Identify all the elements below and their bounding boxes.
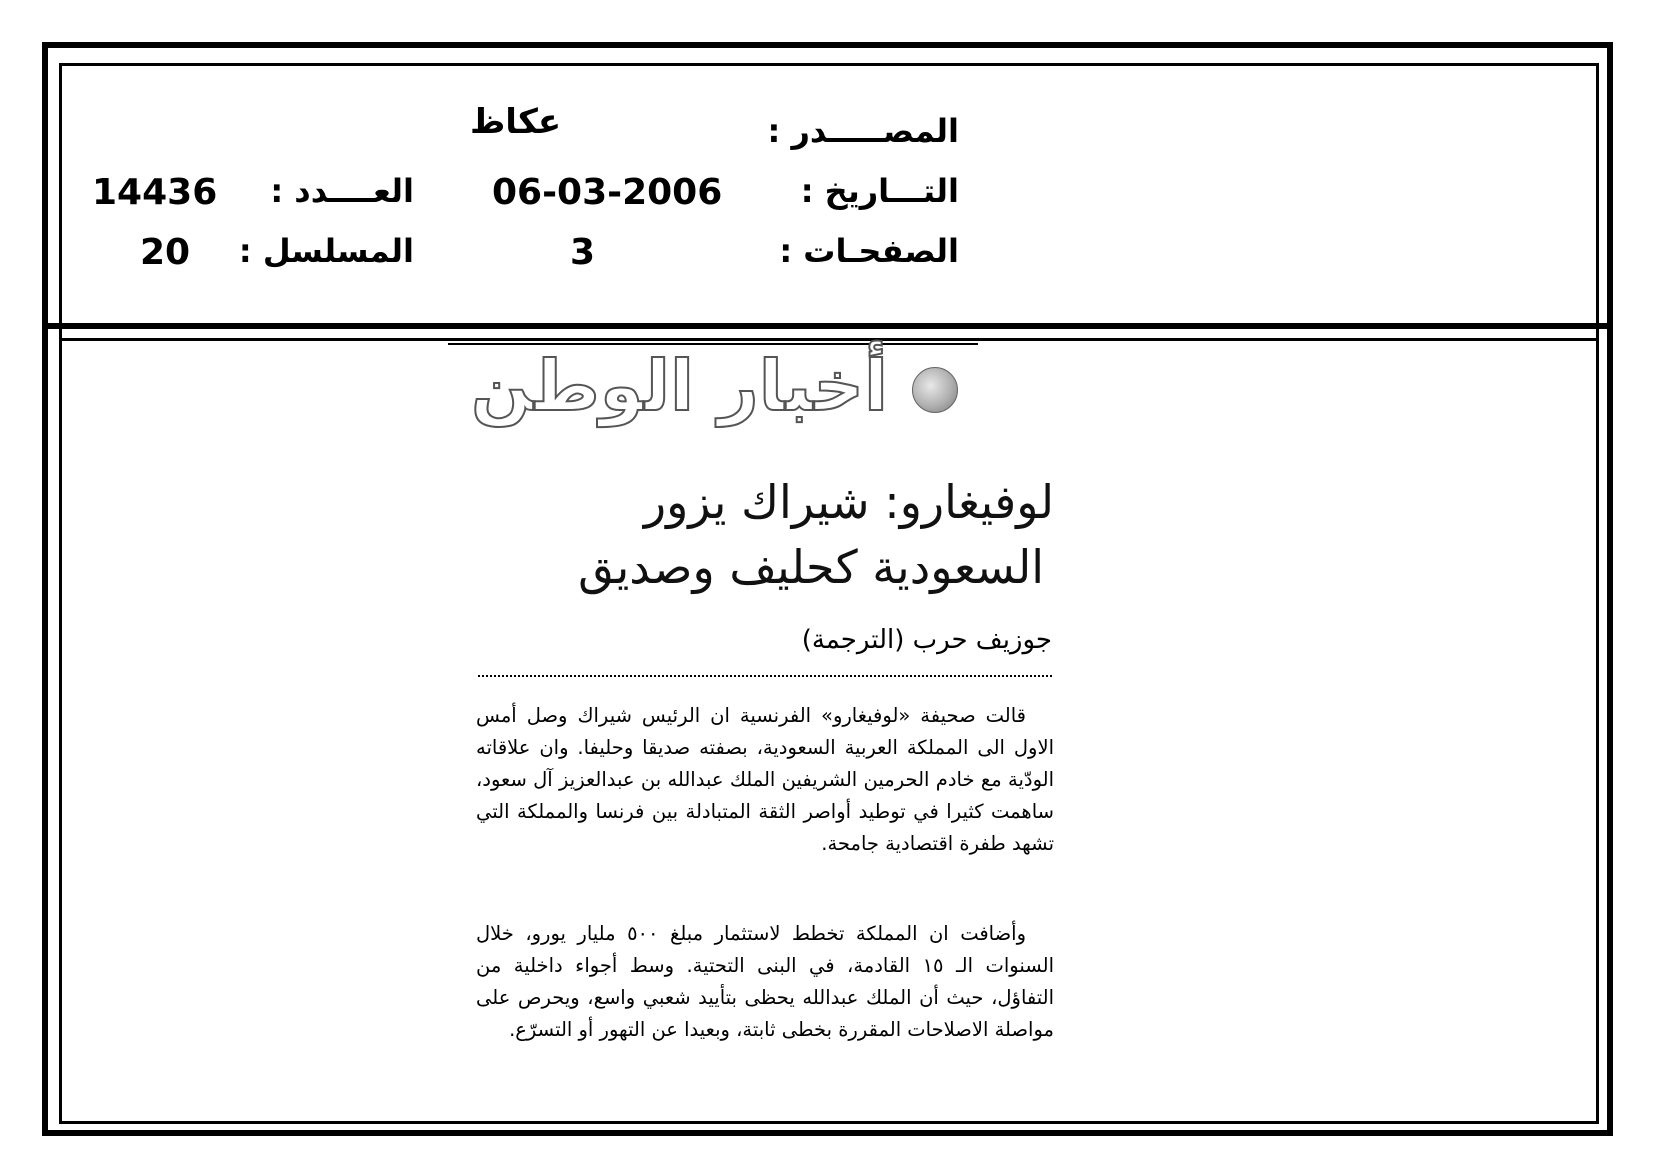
issue-label: العــــدد : xyxy=(270,172,414,210)
date-label: التـــاريخ : xyxy=(800,172,959,210)
headline-line-2: السعودية كحليف وصديق xyxy=(578,540,1044,594)
byline-divider xyxy=(478,675,1052,677)
serial-label: المسلسل : xyxy=(238,232,414,270)
source-value: عكاظ xyxy=(470,102,562,142)
header-divider xyxy=(42,323,1613,329)
date-value: 06-03-2006 xyxy=(492,172,723,213)
section-logo-text: أخبار الوطن xyxy=(470,345,888,427)
byline: جوزيف حرب (الترجمة) xyxy=(801,625,1052,655)
pages-label: الصفحـات : xyxy=(779,232,959,270)
article-paragraph-1: قالت صحيفة «لوفيغارو» الفرنسية ان الرئيس شيراك وصل أمس الاول الى المملكة العربية السعودية، بصفته صديقا وحليفا. وان علاقاته الودّية مع خادم الحرمين الشريفين الملك عبدالله بن عبدالعزيز آل سعود، ساهمت كثيرا في توطيد أواصر الثقة المتبادلة بين فرنسا والمملكة التي تشهد طفرة اقتصادية جامحة. xyxy=(476,704,1054,855)
header-divider-inner xyxy=(59,338,1599,341)
serial-value: 20 xyxy=(140,232,191,273)
section-logo xyxy=(448,345,978,445)
pages-value: 3 xyxy=(570,232,596,273)
source-label: المصـــــدر : xyxy=(767,112,959,150)
headline-line-1: لوفيغارو: شيراك يزور xyxy=(643,475,1054,529)
globe-icon xyxy=(912,367,958,413)
issue-value: 14436 xyxy=(92,172,218,213)
article-paragraph-2: وأضافت ان المملكة تخطط لاستثمار مبلغ ٥٠٠ مليار يورو، خلال السنوات الـ ١٥ القادمة، في البنى التحتية. وسط أجواء داخلية من التفاؤل، حيث أن الملك عبدالله يحظى بتأييد شعبي واسع، ويحرص على مواصلة الاصلاحات المقررة بخطى ثابتة، وبعيدا عن التهور أو التسرّع. xyxy=(476,922,1054,1041)
